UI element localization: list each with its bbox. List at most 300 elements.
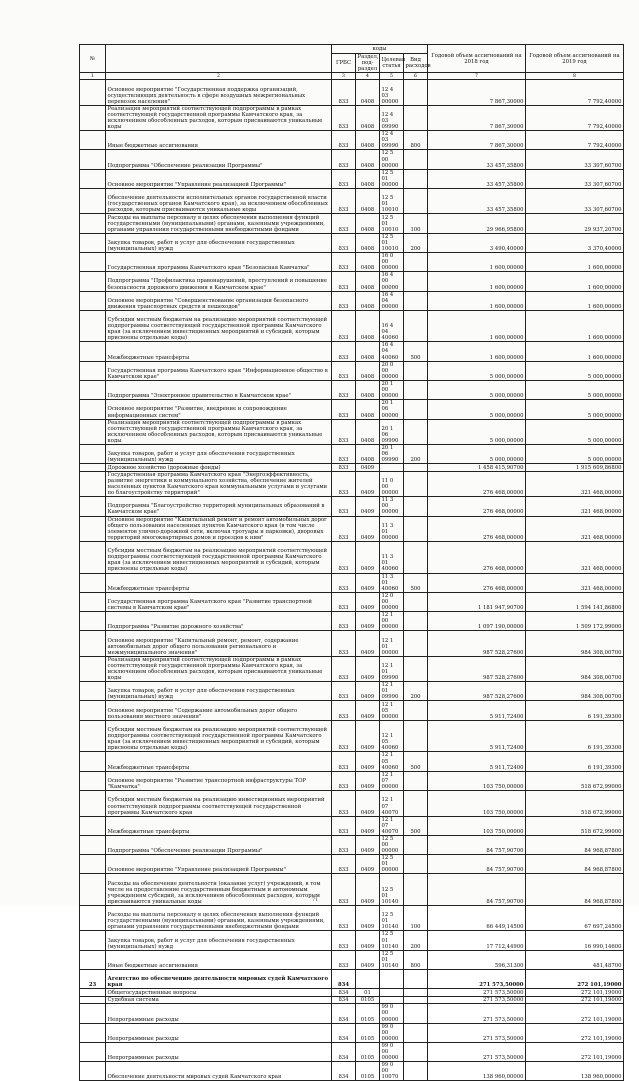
row-section: 0408 <box>356 400 380 420</box>
row-expense-type <box>404 874 428 906</box>
row-target-article: 16 4 00 00000 <box>380 272 404 291</box>
row-number <box>80 682 106 701</box>
row-number <box>80 771 106 791</box>
row-number <box>80 342 106 361</box>
table-row <box>80 105 624 131</box>
row-name: Государственная программа Камчатского края "Информационное общество в Камчатском крае" <box>106 361 332 380</box>
row-name: Субсидии местным бюджетам на реализацию мероприятий соответствующей подпрограммы соответствующей государственной программы Камчатского края (за исключением инвестиционных мероприятий и субсидий, которым присвоены отдельные коды) <box>106 720 332 752</box>
row-section: 0409 <box>356 752 380 771</box>
row-target-article: 12 4 03 00000 <box>380 80 404 106</box>
row-volume-2019: 272 101,19000 <box>526 1004 624 1023</box>
row-number <box>80 905 106 931</box>
header-expense-type: Вид расходов <box>404 54 428 73</box>
row-number <box>80 1042 106 1061</box>
row-number <box>80 996 106 1004</box>
row-volume-2019: 84 968,87800 <box>526 855 624 874</box>
row-number <box>80 631 106 657</box>
row-target-article: 12 5 01 00000 <box>380 169 404 188</box>
row-volume-2019: 1 509 172,99000 <box>526 612 624 631</box>
row-grbs: 833 <box>332 656 356 682</box>
row-volume-2018: 1 600,00000 <box>428 253 526 272</box>
row-expense-type <box>404 400 428 420</box>
row-section: 0105 <box>356 1004 380 1023</box>
row-number <box>80 291 106 310</box>
row-volume-2018: 271 573,50000 <box>428 1042 526 1061</box>
row-expense-type <box>404 105 428 131</box>
table-row <box>80 950 624 969</box>
row-number <box>80 105 106 131</box>
row-volume-2019: 3 370,40000 <box>526 233 624 252</box>
row-grbs: 834 <box>332 1042 356 1061</box>
row-expense-type <box>404 720 428 752</box>
row-volume-2019: 5 000,00000 <box>526 419 624 445</box>
row-volume-2019: 7 792,40000 <box>526 131 624 150</box>
row-section: 0409 <box>356 720 380 752</box>
row-expense-type <box>404 631 428 657</box>
row-name: Закупка товаров, работ и услуг для обеспечения государственных (муниципальных) нужд <box>106 682 332 701</box>
table-row <box>80 1004 624 1023</box>
row-expense-type <box>404 516 428 542</box>
row-number <box>80 380 106 399</box>
row-volume-2018: 33 457,35800 <box>428 188 526 214</box>
row-volume-2018: 3 490,40000 <box>428 233 526 252</box>
row-volume-2019: 1 600,00000 <box>526 253 624 272</box>
row-grbs: 833 <box>332 682 356 701</box>
row-number <box>80 656 106 682</box>
row-section: 0408 <box>356 80 380 106</box>
row-expense-type: 100 <box>404 905 428 931</box>
row-number <box>80 542 106 574</box>
table-row <box>80 701 624 721</box>
row-name: Государственная программа Камчатского края "Безопасная Камчатка" <box>106 253 332 272</box>
table-row <box>80 400 624 420</box>
row-grbs: 833 <box>332 516 356 542</box>
row-grbs: 833 <box>332 816 356 835</box>
row-name: Основное мероприятие "Капитальный ремонт и ремонт автомобильных дорог общего пользования населенных пунктов Камчатского края (в том числе элементов улично-дорожной сети, включая тротуары и парковки), дворовых территорий многоквартирных домов и проездов к ним" <box>106 516 332 542</box>
row-section: 0409 <box>356 682 380 701</box>
row-expense-type <box>404 542 428 574</box>
row-volume-2019: 518 672,99000 <box>526 771 624 791</box>
row-expense-type <box>404 291 428 310</box>
row-expense-type <box>404 855 428 874</box>
row-volume-2019: 1 600,00000 <box>526 342 624 361</box>
row-number <box>80 573 106 592</box>
row-target-article: 99 0 00 00000 <box>380 1042 404 1061</box>
table-row <box>80 1023 624 1042</box>
row-number <box>80 950 106 969</box>
row-number <box>80 592 106 611</box>
row-grbs: 833 <box>332 950 356 969</box>
row-volume-2019: 5 000,00000 <box>526 380 624 399</box>
table-row <box>80 1062 624 1081</box>
column-number: 2 <box>106 73 332 80</box>
row-name: Субсидии местным бюджетам на реализацию инвестиционных мероприятий соответствующей подпрограммы соответствующей государственной программы Камчатского края <box>106 791 332 817</box>
row-section: 0105 <box>356 1042 380 1061</box>
table-row <box>80 214 624 234</box>
table-row <box>80 188 624 214</box>
row-grbs: 833 <box>332 380 356 399</box>
row-expense-type <box>404 612 428 631</box>
row-volume-2018: 17 712,44900 <box>428 931 526 950</box>
row-section: 0105 <box>356 1023 380 1042</box>
row-volume-2018: 987 528,27600 <box>428 682 526 701</box>
row-volume-2018: 33 457,35800 <box>428 150 526 169</box>
row-name: Иные бюджетные ассигнования <box>106 131 332 150</box>
row-name: Судебная система <box>106 996 332 1004</box>
row-volume-2019: 481,48700 <box>526 950 624 969</box>
row-expense-type <box>404 1023 428 1042</box>
row-volume-2019: 67 697,24500 <box>526 905 624 931</box>
row-expense-type: 500 <box>404 752 428 771</box>
table-row <box>80 989 624 997</box>
row-expense-type: 200 <box>404 931 428 950</box>
header-target-article: Целевая статья <box>380 54 404 73</box>
row-name: Обеспечение деятельности мировых судей Камчатского края <box>106 1062 332 1081</box>
row-target-article: 20 0 00 00000 <box>380 361 404 380</box>
row-grbs: 833 <box>332 272 356 291</box>
table-row <box>80 310 624 342</box>
row-section: 0409 <box>356 905 380 931</box>
row-volume-2019: 321 468,00000 <box>526 471 624 497</box>
row-section: 0409 <box>356 835 380 854</box>
row-volume-2018: 66 449,14500 <box>428 905 526 931</box>
row-expense-type <box>404 471 428 497</box>
row-target-article: 12 4 03 09990 <box>380 131 404 150</box>
row-volume-2018: 5 911,72400 <box>428 720 526 752</box>
row-name: Основное мероприятие "Управление реализацией Программы" <box>106 169 332 188</box>
row-name: Межбюджетные трансферты <box>106 573 332 592</box>
row-expense-type: 100 <box>404 214 428 234</box>
row-expense-type <box>404 310 428 342</box>
row-expense-type: 200 <box>404 445 428 464</box>
row-name: Подпрограмма "Обеспечение реализации Программы" <box>106 150 332 169</box>
row-grbs: 833 <box>332 233 356 252</box>
column-number: 4 <box>356 73 380 80</box>
row-volume-2018: 138 960,00000 <box>428 1062 526 1081</box>
row-volume-2018: 5 911,72400 <box>428 752 526 771</box>
row-volume-2018: 7 867,30000 <box>428 105 526 131</box>
page-number: 71 <box>312 897 319 903</box>
row-section: 0409 <box>356 791 380 817</box>
table-row <box>80 169 624 188</box>
row-section: 0409 <box>356 631 380 657</box>
row-number <box>80 720 106 752</box>
row-volume-2018: 596,31300 <box>428 950 526 969</box>
row-number <box>80 516 106 542</box>
row-name: Подпрограмма "Электронное правительство в Камчатском крае" <box>106 380 332 399</box>
row-name: Подпрограмма "Обеспечение реализации Программы" <box>106 835 332 854</box>
row-volume-2018: 5 911,72400 <box>428 701 526 721</box>
row-volume-2019: 7 792,40000 <box>526 105 624 131</box>
row-name: Межбюджетные трансферты <box>106 342 332 361</box>
row-target-article: 12 1 01 09990 <box>380 682 404 701</box>
row-volume-2018: 276 468,00000 <box>428 573 526 592</box>
row-name: Подпрограмма "Развитие дорожного хозяйства" <box>106 612 332 631</box>
row-volume-2019: 33 307,60700 <box>526 150 624 169</box>
row-name: Основное мероприятие "Развитие транспортной инфраструктуры ТОР "Камчатка" <box>106 771 332 791</box>
row-grbs: 834 <box>332 1023 356 1042</box>
row-number <box>80 497 106 516</box>
row-target-article <box>380 996 404 1004</box>
table-row <box>80 969 624 989</box>
row-expense-type <box>404 771 428 791</box>
row-grbs: 833 <box>332 214 356 234</box>
row-target-article: 12 5 01 10140 <box>380 874 404 906</box>
table-row <box>80 905 624 931</box>
row-name: Государственная программа Камчатского края "Энергоэффективность, развитие энергетики и коммунального хозяйства, обеспечение жителей населенных пунктов Камчатского края коммунальными услугами и услугами по благоустройству территорий" <box>106 471 332 497</box>
row-number <box>80 400 106 420</box>
row-target-article: 12 5 00 00000 <box>380 150 404 169</box>
row-name: Расходы на обеспечение деятельности (оказание услуг) учреждений, в том числе на предоставление государственным бюджетным и автономным учреждениям субсидий, за исключением обособленных расходов, которым присваиваются уникальные коды <box>106 874 332 906</box>
row-target-article: 12 5 01 00000 <box>380 855 404 874</box>
row-grbs: 833 <box>332 80 356 106</box>
row-volume-2018: 1 458 415,90700 <box>428 464 526 472</box>
row-volume-2018: 1 600,00000 <box>428 291 526 310</box>
row-expense-type <box>404 835 428 854</box>
row-name: Закупка товаров, работ и услуг для обеспечения государственных (муниципальных) нужд <box>106 233 332 252</box>
row-number <box>80 80 106 106</box>
row-volume-2018: 7 867,30000 <box>428 80 526 106</box>
row-number <box>80 188 106 214</box>
row-section: 0408 <box>356 291 380 310</box>
row-volume-2018: 271 573,50000 <box>428 996 526 1004</box>
row-expense-type <box>404 253 428 272</box>
row-volume-2019: 33 307,60700 <box>526 169 624 188</box>
row-expense-type <box>404 1042 428 1061</box>
row-section: 0409 <box>356 816 380 835</box>
row-number <box>80 214 106 234</box>
row-target-article: 20 1 06 09990 <box>380 445 404 464</box>
row-expense-type <box>404 989 428 997</box>
row-section: 01 <box>356 989 380 997</box>
row-volume-2018: 271 573,50000 <box>428 1023 526 1042</box>
table-row <box>80 720 624 752</box>
row-name: Подпрограмма "Благоустройство территорий муниципальных образований в Камчатском крае" <box>106 497 332 516</box>
row-name: Субсидии местным бюджетам на реализацию мероприятий соответствующей подпрограммы соответствующей государственной программы Камчатского края (за исключением инвестиционных мероприятий и субсидий, которым присвоены отдельные коды) <box>106 310 332 342</box>
row-target-article: 12 5 01 10010 <box>380 233 404 252</box>
row-target-article: 11 3 01 40060 <box>380 573 404 592</box>
row-volume-2018: 5 000,00000 <box>428 380 526 399</box>
row-volume-2018: 987 528,27600 <box>428 656 526 682</box>
row-target-article: 20 1 06 00000 <box>380 400 404 420</box>
table-row <box>80 752 624 771</box>
row-number <box>80 419 106 445</box>
table-row <box>80 361 624 380</box>
row-volume-2019: 272 101,19000 <box>526 969 624 989</box>
row-expense-type <box>404 188 428 214</box>
row-target-article: 16 0 00 00000 <box>380 253 404 272</box>
header-grbs: ГРБС <box>332 54 356 73</box>
table-header-row-1 <box>80 45 624 54</box>
row-expense-type <box>404 150 428 169</box>
row-section: 0409 <box>356 701 380 721</box>
table-row <box>80 996 624 1004</box>
row-section: 0408 <box>356 233 380 252</box>
row-expense-type <box>404 464 428 472</box>
row-section: 0408 <box>356 272 380 291</box>
table-row <box>80 656 624 682</box>
row-volume-2019: 84 968,87800 <box>526 874 624 906</box>
row-section: 0408 <box>356 169 380 188</box>
row-number <box>80 874 106 906</box>
row-number: 23 <box>80 969 106 989</box>
row-volume-2018: 5 000,00000 <box>428 445 526 464</box>
row-volume-2018: 276 468,00000 <box>428 516 526 542</box>
row-target-article: 11 3 00 00000 <box>380 497 404 516</box>
row-grbs: 833 <box>332 445 356 464</box>
row-grbs: 833 <box>332 631 356 657</box>
row-number <box>80 272 106 291</box>
row-volume-2019: 272 101,19000 <box>526 996 624 1004</box>
row-name: Дорожное хозяйство (дорожные фонды) <box>106 464 332 472</box>
row-volume-2019: 138 960,00000 <box>526 1062 624 1081</box>
row-target-article: 20 1 00 00000 <box>380 380 404 399</box>
table-row <box>80 931 624 950</box>
row-grbs: 833 <box>332 835 356 854</box>
row-expense-type <box>404 1062 428 1081</box>
row-volume-2019: 518 672,99000 <box>526 816 624 835</box>
row-name: Межбюджетные трансферты <box>106 752 332 771</box>
row-expense-type <box>404 272 428 291</box>
row-section: 0408 <box>356 131 380 150</box>
row-grbs: 833 <box>332 612 356 631</box>
table-body <box>80 80 624 1081</box>
row-name: Иные бюджетные ассигнования <box>106 950 332 969</box>
row-section: 0408 <box>356 150 380 169</box>
row-name: Общегосударственные вопросы <box>106 989 332 997</box>
row-number <box>80 835 106 854</box>
row-name: Государственная программа Камчатского края "Развитие транспортной системы в Камчатском крае" <box>106 592 332 611</box>
row-number <box>80 752 106 771</box>
row-grbs: 833 <box>332 400 356 420</box>
row-target-article: 99 0 00 00000 <box>380 1004 404 1023</box>
table-row <box>80 682 624 701</box>
row-expense-type: 200 <box>404 233 428 252</box>
row-section: 0408 <box>356 445 380 464</box>
row-number <box>80 1062 106 1081</box>
row-grbs: 833 <box>332 150 356 169</box>
row-target-article: 12 5 01 10140 <box>380 950 404 969</box>
row-grbs: 833 <box>332 771 356 791</box>
table-row <box>80 497 624 516</box>
table-row <box>80 516 624 542</box>
row-number <box>80 816 106 835</box>
row-number <box>80 791 106 817</box>
row-section: 0409 <box>356 542 380 574</box>
row-volume-2019: 5 000,00000 <box>526 361 624 380</box>
row-grbs: 834 <box>332 996 356 1004</box>
column-number: 6 <box>404 73 428 80</box>
table-row <box>80 771 624 791</box>
row-name: Агентство по обеспечению деятельности мировых судей Камчатского края <box>106 969 332 989</box>
row-volume-2019: 321 468,00000 <box>526 573 624 592</box>
row-section: 0408 <box>356 188 380 214</box>
row-target-article: 12 5 01 10010 <box>380 188 404 214</box>
row-number <box>80 464 106 472</box>
row-volume-2018: 33 457,35800 <box>428 169 526 188</box>
row-grbs: 833 <box>332 905 356 931</box>
row-expense-type <box>404 361 428 380</box>
row-volume-2019: 6 191,39300 <box>526 752 624 771</box>
row-volume-2019: 518 672,99000 <box>526 791 624 817</box>
row-volume-2019: 1 600,00000 <box>526 310 624 342</box>
row-section: 0408 <box>356 253 380 272</box>
row-expense-type <box>404 996 428 1004</box>
row-volume-2019: 984 308,00700 <box>526 656 624 682</box>
row-volume-2019: 1 600,00000 <box>526 272 624 291</box>
row-expense-type: 800 <box>404 950 428 969</box>
column-number: 5 <box>380 73 404 80</box>
row-section: 0408 <box>356 342 380 361</box>
table-row <box>80 1042 624 1061</box>
row-target-article: 12 1 00 00000 <box>380 612 404 631</box>
row-grbs: 833 <box>332 874 356 906</box>
row-volume-2018: 29 966,95800 <box>428 214 526 234</box>
row-section: 0409 <box>356 656 380 682</box>
row-volume-2019: 321 468,00000 <box>526 516 624 542</box>
row-expense-type <box>404 419 428 445</box>
row-section: 0409 <box>356 612 380 631</box>
row-grbs: 833 <box>332 573 356 592</box>
row-expense-type <box>404 497 428 516</box>
row-number <box>80 1004 106 1023</box>
row-number <box>80 445 106 464</box>
row-volume-2019: 6 191,39300 <box>526 701 624 721</box>
row-name: Непрограммные расходы <box>106 1004 332 1023</box>
row-expense-type <box>404 1004 428 1023</box>
row-section: 0409 <box>356 771 380 791</box>
row-target-article: 11 3 01 00000 <box>380 516 404 542</box>
row-section <box>356 969 380 989</box>
row-target-article <box>380 989 404 997</box>
table-row <box>80 816 624 835</box>
row-grbs: 834 <box>332 989 356 997</box>
row-volume-2019: 984 308,00700 <box>526 631 624 657</box>
row-volume-2018: 271 573,50000 <box>428 1004 526 1023</box>
row-grbs: 833 <box>332 291 356 310</box>
table-row <box>80 835 624 854</box>
table-row <box>80 291 624 310</box>
row-section: 0408 <box>356 310 380 342</box>
header-volume-2018: Годовой объем ассигнований на 2018 год <box>428 45 526 73</box>
row-volume-2019: 6 191,39300 <box>526 720 624 752</box>
row-expense-type <box>404 701 428 721</box>
row-name: Основное мероприятие "Развитие, внедрение и сопровождение информационных систем" <box>106 400 332 420</box>
row-name: Реализация мероприятий соответствующей подпрограммы в рамках соответствующей государственной программы Камчатского края, за исключением обособленных расходов, которым присваиваются уникальные коды <box>106 105 332 131</box>
row-number <box>80 855 106 874</box>
row-volume-2019: 29 937,20700 <box>526 214 624 234</box>
row-grbs: 833 <box>332 542 356 574</box>
row-volume-2018: 1 181 947,90700 <box>428 592 526 611</box>
row-number <box>80 150 106 169</box>
row-volume-2019: 16 990,14600 <box>526 931 624 950</box>
row-name: Основное мероприятие "Управление реализацией Программы" <box>106 855 332 874</box>
row-volume-2018: 1 600,00000 <box>428 272 526 291</box>
row-name: Реализация мероприятий соответствующей подпрограммы в рамках соответствующей государственной программы Камчатского края, за исключением обособленных расходов, которым присваиваются уникальные коды <box>106 656 332 682</box>
table-row <box>80 855 624 874</box>
row-grbs: 833 <box>332 342 356 361</box>
column-number: 7 <box>428 73 526 80</box>
row-number <box>80 1023 106 1042</box>
row-expense-type <box>404 656 428 682</box>
table-row <box>80 791 624 817</box>
column-number: 8 <box>526 73 624 80</box>
row-volume-2018: 276 468,00000 <box>428 471 526 497</box>
row-section: 0408 <box>356 214 380 234</box>
row-target-article: 12 5 01 10010 <box>380 214 404 234</box>
row-grbs: 834 <box>332 1004 356 1023</box>
row-grbs: 833 <box>332 464 356 472</box>
